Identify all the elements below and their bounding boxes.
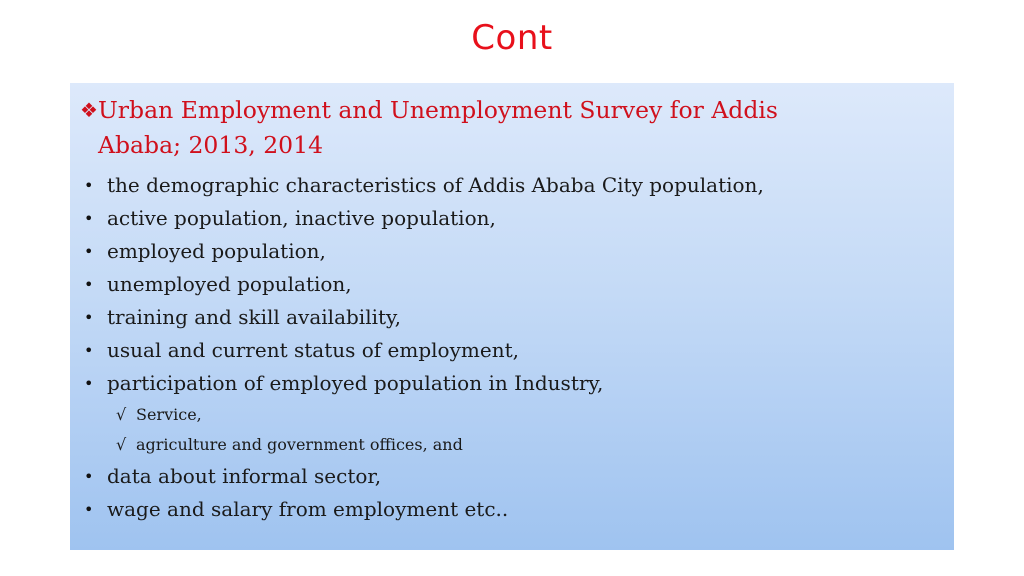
- bullet-list-continued: [78, 460, 954, 526]
- bullet-dot-icon: •: [84, 467, 94, 486]
- bullet-dot-icon: •: [84, 374, 94, 393]
- sub-list-item: √ Service,: [78, 400, 954, 430]
- heading-line-1: Urban Employment and Unemployment Survey for Addis: [98, 96, 778, 124]
- bullet-dot-icon: •: [84, 341, 94, 360]
- slide-title: Cont: [471, 18, 553, 58]
- content-box: [70, 83, 954, 550]
- sub-bullet-list: [78, 400, 954, 460]
- bullet-dot-icon: •: [84, 242, 94, 261]
- bullet-dot-icon: •: [84, 500, 94, 519]
- bullet-dot-icon: •: [84, 308, 94, 327]
- bullet-dot-icon: •: [84, 176, 94, 195]
- diamond-bullet-icon: ❖: [80, 98, 98, 122]
- heading-line-2: Ababa; 2013, 2014: [98, 131, 324, 159]
- list-item: • data about informal sector,: [78, 460, 954, 493]
- list-item: • active population, inactive population,: [78, 202, 954, 235]
- list-item: • participation of employed population in Industry,: [78, 367, 954, 400]
- list-item: • the demographic characteristics of Addis Ababa City population,: [78, 169, 954, 202]
- survey-heading: [78, 93, 918, 163]
- check-mark-icon: √: [116, 405, 127, 424]
- check-mark-icon: √: [116, 435, 127, 454]
- list-item: • usual and current status of employment,: [78, 334, 954, 367]
- bullet-dot-icon: •: [84, 209, 94, 228]
- list-item: • wage and salary from employment etc..: [78, 493, 954, 526]
- list-item: • unemployed population,: [78, 268, 954, 301]
- list-item: • training and skill availability,: [78, 301, 954, 334]
- sub-list-item: √ agriculture and government offices, and: [78, 430, 954, 460]
- list-item: • employed population,: [78, 235, 954, 268]
- bullet-list: [78, 169, 954, 400]
- bullet-dot-icon: •: [84, 275, 94, 294]
